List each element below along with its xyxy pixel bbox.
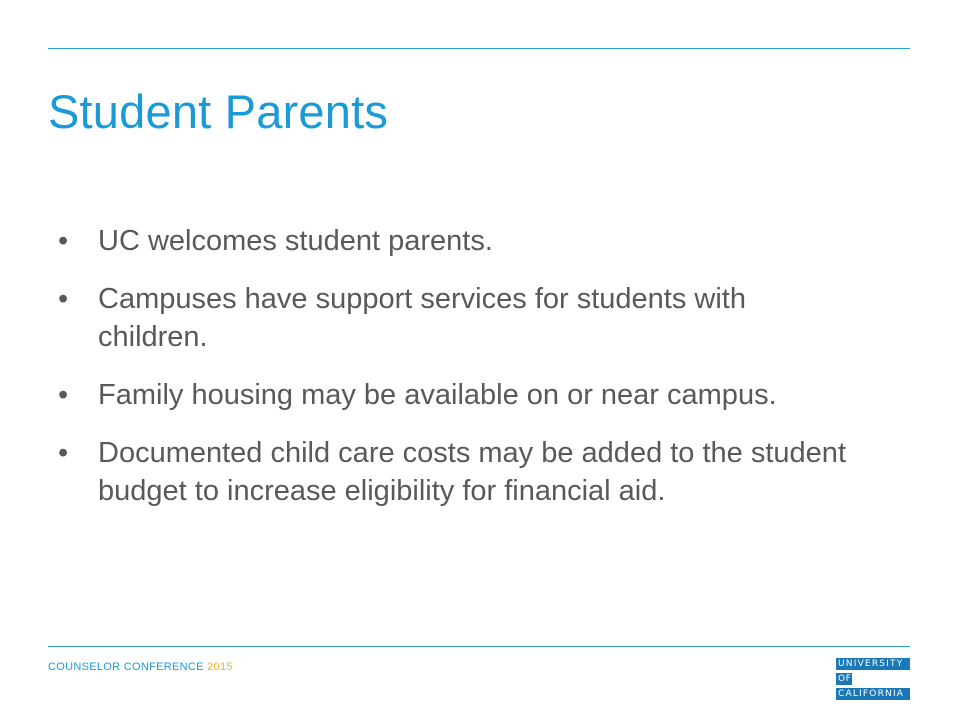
slide-title: Student Parents [48, 85, 389, 138]
footer-year: 2015 [207, 661, 233, 673]
bullet-marker: • [58, 379, 69, 411]
bullet-item [58, 434, 858, 510]
bullet-item [58, 222, 858, 260]
bullet-marker: • [58, 283, 69, 315]
footer-conference [48, 661, 233, 673]
bullet-text: Family housing may be available on or near campus. [98, 379, 777, 411]
bullet-marker: • [58, 437, 69, 469]
top-divider [48, 48, 910, 49]
bullet-marker: • [58, 225, 69, 257]
logo-line-of: OF [838, 674, 852, 684]
bullet-text: Campuses have support services for students with children. [98, 283, 746, 353]
logo-line-california: CALIFORNIA [836, 688, 910, 700]
logo-line-university: UNIVERSITY [836, 658, 910, 670]
bottom-divider [48, 646, 910, 647]
footer-conference-label: COUNSELOR CONFERENCE [48, 661, 204, 673]
bullet-item [58, 280, 858, 356]
bullet-item [58, 376, 858, 414]
university-logo [836, 658, 910, 703]
bullet-text: UC welcomes student parents. [98, 225, 493, 257]
bullet-text: Documented child care costs may be added to the student budget to increase eligibility for financial aid. [98, 437, 846, 507]
bullet-list [58, 222, 858, 530]
